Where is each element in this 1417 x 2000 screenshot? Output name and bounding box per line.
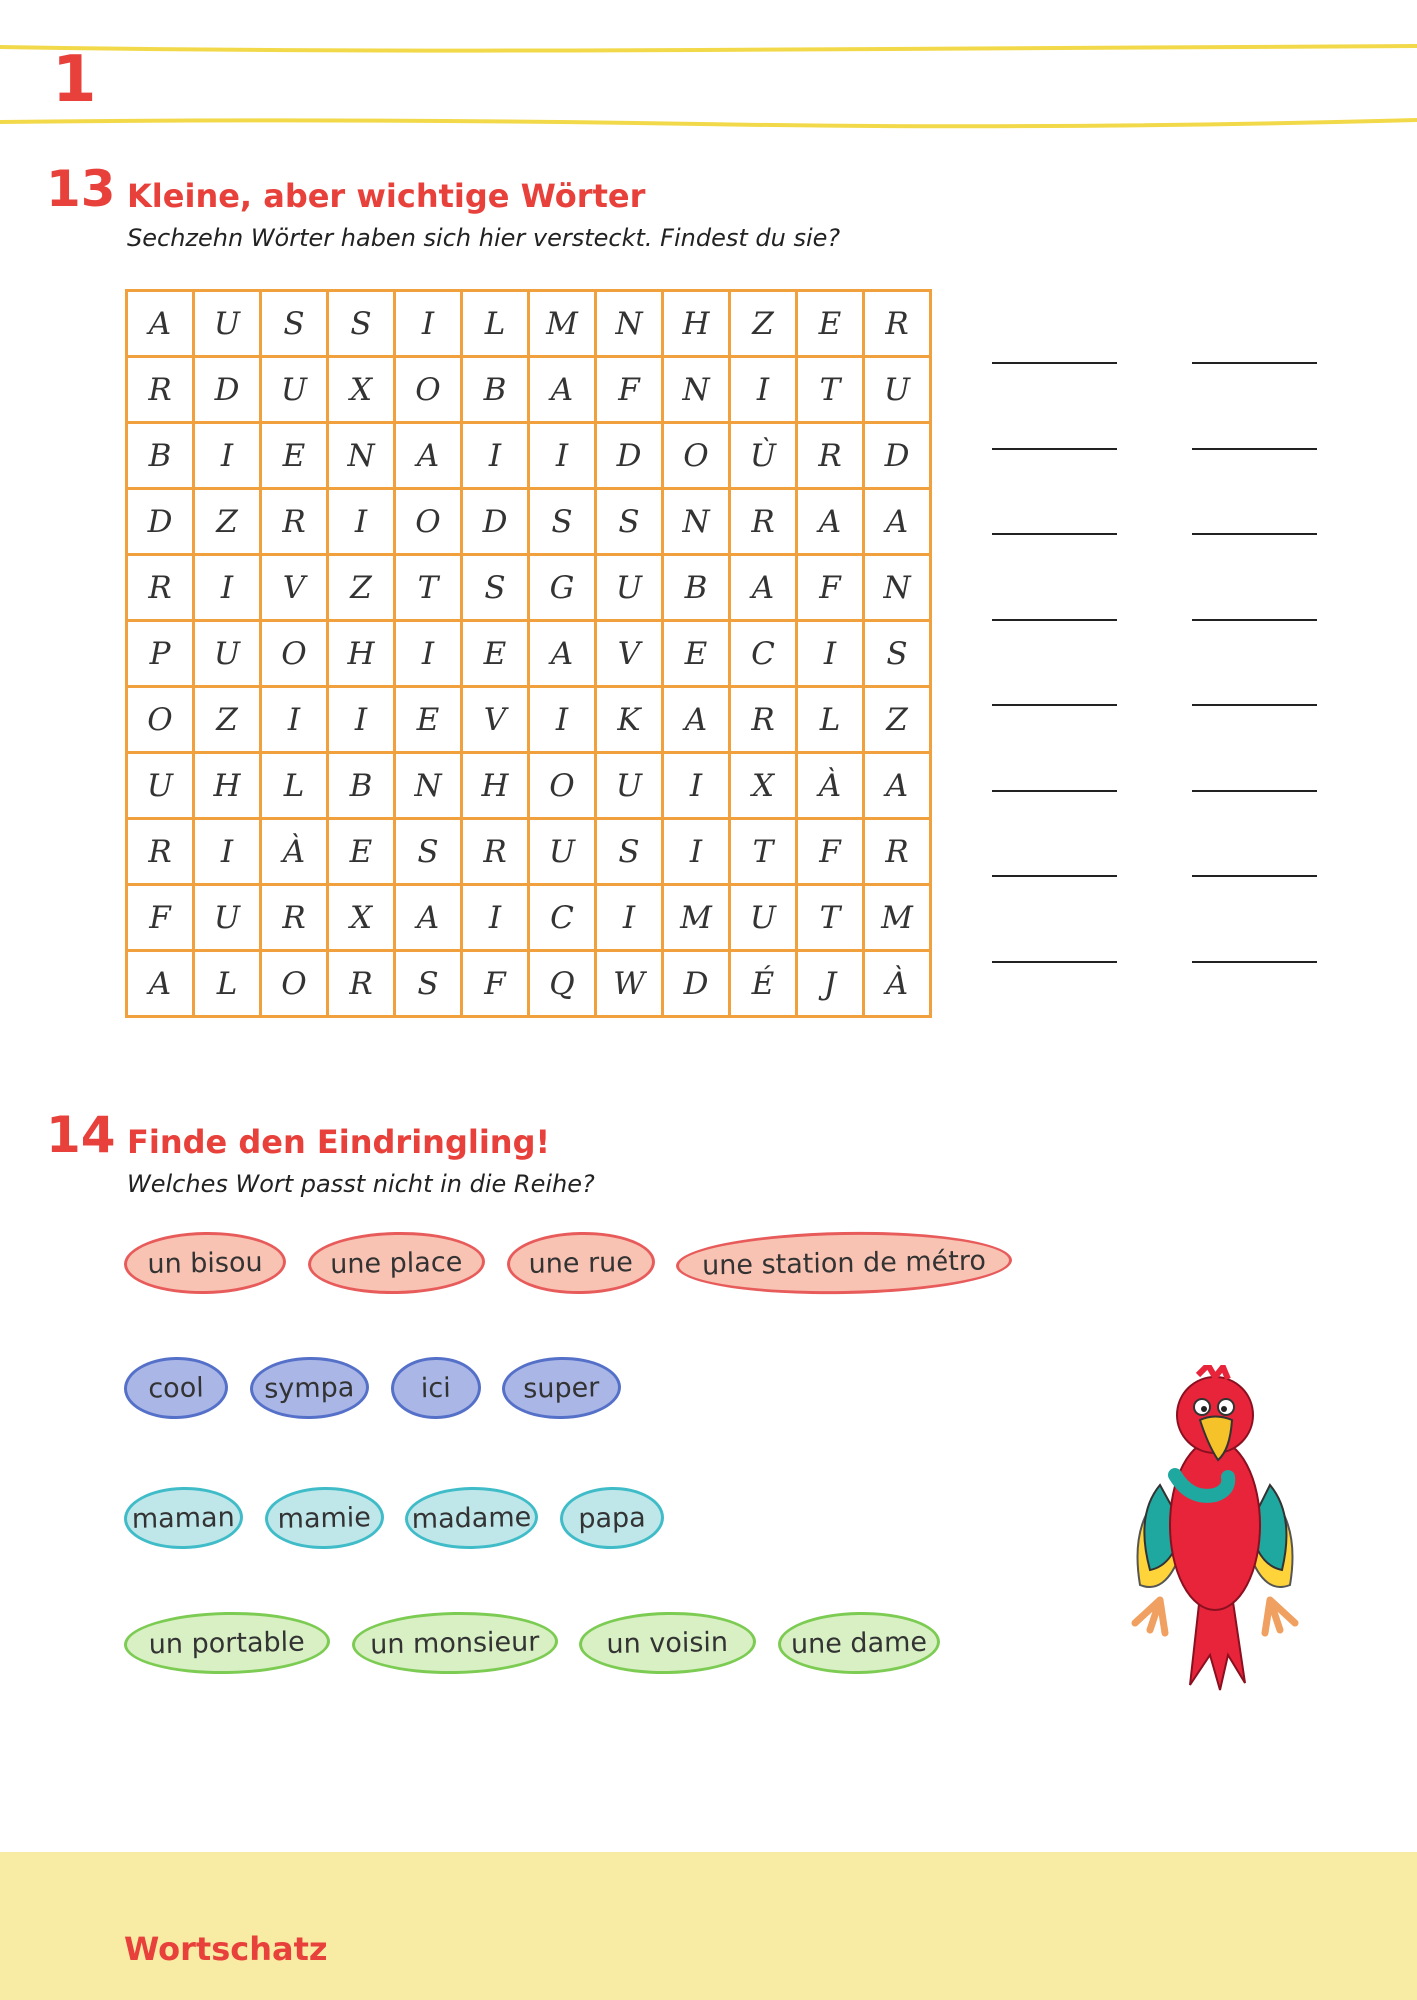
grid-cell: D [195, 358, 262, 424]
grid-cell: H [463, 754, 530, 820]
answer-line[interactable] [1192, 875, 1317, 877]
answer-line[interactable] [1192, 704, 1317, 706]
grid-cell: S [396, 952, 463, 1018]
word-chip[interactable]: un portable [123, 1610, 330, 1676]
word-chip[interactable]: super [501, 1356, 621, 1420]
grid-cell: E [262, 424, 329, 490]
exercise-14-number: 14 [46, 1106, 116, 1164]
grid-cell: O [262, 622, 329, 688]
word-chip[interactable]: un bisou [123, 1231, 286, 1296]
grid-cell: X [731, 754, 798, 820]
grid-cell: Z [195, 688, 262, 754]
answer-line[interactable] [1192, 961, 1317, 963]
exercise-14-subtitle: Welches Wort passt nicht in die Reihe? [127, 1170, 595, 1198]
grid-cell: R [128, 820, 195, 886]
grid-cell: I [798, 622, 865, 688]
grid-cell: H [195, 754, 262, 820]
grid-cell: À [798, 754, 865, 820]
word-chip[interactable]: maman [123, 1486, 243, 1550]
grid-cell: U [262, 358, 329, 424]
grid-cell: N [329, 424, 396, 490]
grid-cell: G [530, 556, 597, 622]
grid-cell: D [597, 424, 664, 490]
grid-cell: U [195, 886, 262, 952]
grid-cell: O [262, 952, 329, 1018]
word-chip[interactable]: un monsieur [351, 1610, 558, 1676]
grid-cell: J [798, 952, 865, 1018]
grid-cell: N [396, 754, 463, 820]
grid-cell: R [262, 490, 329, 556]
word-chip[interactable]: ici [390, 1356, 481, 1420]
page-footer [0, 1852, 1417, 2000]
grid-cell: D [865, 424, 932, 490]
grid-cell: S [597, 490, 664, 556]
word-row [124, 1357, 643, 1419]
grid-cell: I [329, 688, 396, 754]
word-chip[interactable]: une place [307, 1230, 485, 1295]
grid-cell: R [262, 886, 329, 952]
word-search-grid [125, 289, 932, 1018]
grid-cell: R [731, 688, 798, 754]
grid-cell: C [731, 622, 798, 688]
word-chip[interactable]: une dame [777, 1611, 940, 1676]
exercise-13-title: Kleine, aber wichtige Wörter [127, 177, 646, 215]
exercise-14-title: Finde den Eindringling! [127, 1123, 551, 1161]
grid-cell: M [664, 886, 731, 952]
parrot-illustration [1120, 1365, 1310, 1695]
grid-cell: D [463, 490, 530, 556]
grid-cell: F [798, 820, 865, 886]
answer-line[interactable] [992, 448, 1117, 450]
word-chip[interactable]: mamie [264, 1486, 384, 1550]
grid-cell: S [530, 490, 597, 556]
grid-cell: H [664, 292, 731, 358]
grid-cell: E [396, 688, 463, 754]
grid-cell: N [597, 292, 664, 358]
grid-cell: T [798, 886, 865, 952]
grid-cell: U [128, 754, 195, 820]
grid-cell: V [262, 556, 329, 622]
grid-cell: R [329, 952, 396, 1018]
grid-cell: L [195, 952, 262, 1018]
grid-cell: F [597, 358, 664, 424]
grid-cell: Ù [731, 424, 798, 490]
grid-cell: À [865, 952, 932, 1018]
grid-cell: E [329, 820, 396, 886]
word-chip[interactable]: un voisin [578, 1610, 756, 1675]
grid-cell: A [664, 688, 731, 754]
grid-cell: I [463, 424, 530, 490]
answer-line[interactable] [992, 790, 1117, 792]
grid-cell: U [865, 358, 932, 424]
grid-cell: A [396, 886, 463, 952]
grid-cell: R [128, 556, 195, 622]
answer-line[interactable] [992, 533, 1117, 535]
grid-cell: I [664, 820, 731, 886]
grid-cell: U [530, 820, 597, 886]
word-chip[interactable]: madame [404, 1486, 538, 1550]
grid-cell: F [798, 556, 865, 622]
grid-cell: U [597, 754, 664, 820]
grid-cell: W [597, 952, 664, 1018]
grid-cell: I [262, 688, 329, 754]
grid-cell: V [463, 688, 530, 754]
page-number: 1 [52, 43, 97, 117]
answer-line[interactable] [992, 875, 1117, 877]
grid-cell: R [865, 292, 932, 358]
grid-cell: I [396, 622, 463, 688]
grid-cell: I [530, 424, 597, 490]
grid-cell: A [396, 424, 463, 490]
answer-line[interactable] [1192, 619, 1317, 621]
grid-cell: I [195, 820, 262, 886]
grid-cell: O [396, 490, 463, 556]
grid-cell: F [463, 952, 530, 1018]
grid-cell: A [128, 292, 195, 358]
grid-cell: P [128, 622, 195, 688]
grid-cell: Z [195, 490, 262, 556]
word-row [124, 1487, 686, 1549]
page-header-lines [0, 0, 1417, 140]
grid-cell: O [396, 358, 463, 424]
grid-cell: N [865, 556, 932, 622]
word-chip[interactable]: sympa [249, 1356, 369, 1420]
grid-cell: F [128, 886, 195, 952]
grid-cell: U [195, 622, 262, 688]
grid-cell: Z [731, 292, 798, 358]
grid-cell: R [128, 358, 195, 424]
grid-cell: R [463, 820, 530, 886]
grid-cell: B [329, 754, 396, 820]
grid-cell: S [597, 820, 664, 886]
answer-line[interactable] [1192, 362, 1317, 364]
grid-cell: R [731, 490, 798, 556]
grid-cell: R [865, 820, 932, 886]
grid-cell: S [329, 292, 396, 358]
answer-line[interactable] [992, 961, 1117, 963]
grid-cell: S [865, 622, 932, 688]
grid-cell: A [530, 622, 597, 688]
grid-cell: X [329, 886, 396, 952]
grid-cell: B [128, 424, 195, 490]
answer-line[interactable] [1192, 790, 1317, 792]
grid-cell: I [463, 886, 530, 952]
grid-cell: B [664, 556, 731, 622]
grid-cell: S [463, 556, 530, 622]
word-row [124, 1232, 1034, 1294]
grid-cell: M [530, 292, 597, 358]
grid-cell: Q [530, 952, 597, 1018]
footer-section-label: Wortschatz [124, 1930, 328, 1968]
grid-cell: Z [865, 688, 932, 754]
grid-cell: E [798, 292, 865, 358]
answer-line[interactable] [992, 704, 1117, 706]
grid-cell: I [195, 556, 262, 622]
grid-cell: D [664, 952, 731, 1018]
grid-cell: X [329, 358, 396, 424]
grid-cell: I [396, 292, 463, 358]
grid-cell: I [597, 886, 664, 952]
grid-cell: S [262, 292, 329, 358]
grid-cell: U [731, 886, 798, 952]
grid-cell: S [396, 820, 463, 886]
answer-line[interactable] [992, 362, 1117, 364]
grid-cell: À [262, 820, 329, 886]
grid-cell: U [597, 556, 664, 622]
grid-cell: L [463, 292, 530, 358]
grid-cell: I [664, 754, 731, 820]
grid-cell: T [798, 358, 865, 424]
grid-cell: A [865, 754, 932, 820]
grid-cell: N [664, 358, 731, 424]
grid-cell: K [597, 688, 664, 754]
grid-cell: V [597, 622, 664, 688]
grid-cell: T [731, 820, 798, 886]
grid-cell: A [128, 952, 195, 1018]
grid-cell: A [865, 490, 932, 556]
grid-cell: I [731, 358, 798, 424]
exercise-13-number: 13 [46, 160, 116, 218]
grid-cell: I [530, 688, 597, 754]
word-chip[interactable]: une rue [506, 1231, 655, 1296]
word-row [124, 1612, 962, 1674]
grid-cell: B [463, 358, 530, 424]
grid-cell: O [530, 754, 597, 820]
grid-cell: T [396, 556, 463, 622]
word-chip[interactable]: papa [559, 1486, 664, 1550]
grid-cell: M [865, 886, 932, 952]
grid-cell: U [195, 292, 262, 358]
grid-cell: A [798, 490, 865, 556]
grid-cell: D [128, 490, 195, 556]
answer-line[interactable] [992, 619, 1117, 621]
grid-cell: É [731, 952, 798, 1018]
grid-cell: L [262, 754, 329, 820]
answer-line[interactable] [1192, 448, 1317, 450]
grid-cell: H [329, 622, 396, 688]
grid-cell: A [530, 358, 597, 424]
grid-cell: O [664, 424, 731, 490]
grid-cell: R [798, 424, 865, 490]
grid-cell: I [329, 490, 396, 556]
grid-cell: C [530, 886, 597, 952]
word-chip[interactable]: cool [123, 1356, 228, 1420]
grid-cell: A [731, 556, 798, 622]
answer-line[interactable] [1192, 533, 1317, 535]
grid-cell: E [664, 622, 731, 688]
grid-cell: I [195, 424, 262, 490]
grid-cell: O [128, 688, 195, 754]
grid-cell: Z [329, 556, 396, 622]
grid-cell: L [798, 688, 865, 754]
grid-cell: E [463, 622, 530, 688]
exercise-13-subtitle: Sechzehn Wörter haben sich hier versteckt. Findest du sie? [127, 224, 841, 252]
word-chip[interactable]: une station de métro [675, 1229, 1012, 1297]
grid-cell: N [664, 490, 731, 556]
